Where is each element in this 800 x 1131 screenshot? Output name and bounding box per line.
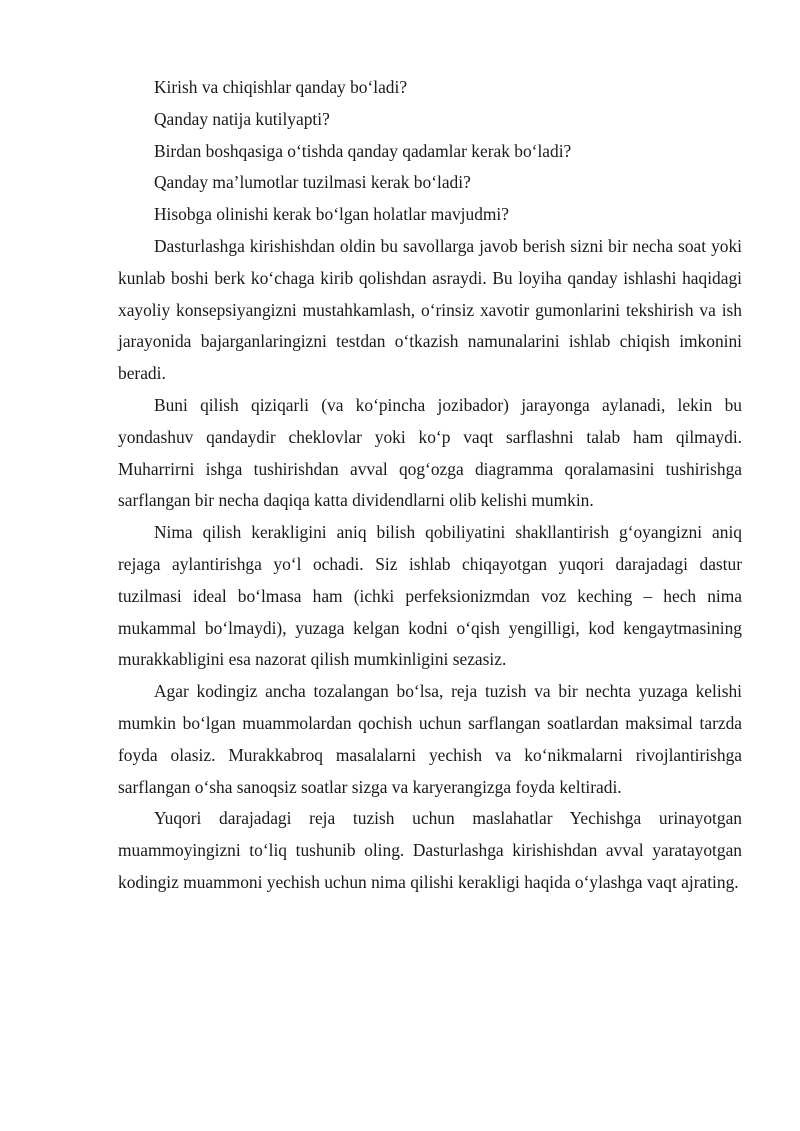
body-paragraph: Yuqori darajadagi reja tuzish uchun maslahatlar Yechishga urinayotgan muammoyingizni to‘liq tushunib oling. Dasturlashga kirishishdan avval yaratayotgan kodingiz muammoni yechish uchun nima qilishi kerakligi haqida o‘ylashga vaqt ajrating. [118,808,742,892]
question-line: Hisobga olinishi kerak bo‘lgan holatlar mavjudmi? [154,204,509,225]
body-paragraph: Nima qilish kerakligini aniq bilish qobiliyatini shakllantirish g‘oyangizni aniq rejaga aylantirishga yo‘l ochadi. Siz ishlab chiqayotgan yuqori darajadagi dastur tuzilmasi ideal bo‘lmasa ham (ichki perfeksionizmdan voz keching – hech nima mukammal bo‘lmaydi), yuzaga kelgan kodni o‘qish yengilligi, kod kengaytmasining murakkabligini esa nazorat qilish mumkinligini sezasiz. [118,522,742,670]
body-paragraph: Dasturlashga kirishishdan oldin bu savollarga javob berish sizni bir necha soat yoki kunlab boshi berk ko‘chaga kirib qolishdan asraydi. Bu loyiha qanday ishlashi haqidagi xayoliy konsepsiyangizni mustahkamlash, o‘rinsiz xavotir gumonlarini tekshirish va ish jarayonida bajarganlaringizni testdan o‘tkazish namunalarini ishlab chiqish imkonini beradi. [118,235,742,384]
question-line: Birdan boshqasiga o‘tishda qanday qadamlar kerak bo‘ladi? [154,140,572,161]
question-line: Qanday ma’lumotlar tuzilmasi kerak bo‘ladi? [154,172,471,193]
question-line: Kirish va chiqishlar qanday bo‘ladi? [154,77,408,97]
body-paragraph: Buni qilish qiziqarli (va ko‘pincha jozibador) jarayonga aylanadi, lekin bu yondashuv qandaydir cheklovlar yoki ko‘p vaqt sarflashni talab ham qilmaydi. Muharrirni ishga tushirishdan avval qog‘ozga diagramma qoralamasini tushirishga sarflangan bir necha daqiqa katta dividendlarni olib kelishi mumkin. [118,394,742,511]
document-page [118,72,742,899]
body-paragraph: Agar kodingiz ancha tozalangan bo‘lsa, reja tuzish va bir nechta yuzaga kelishi mumkin bo‘lgan muammolardan qochish uchun sarflangan soatlardan maksimal tarzda foyda olasiz. Murakkabroq masalalarni yechish va ko‘nikmalarni rivojlantirishga sarflangan o‘sha sanoqsiz soatlar sizga va karyerangizga foyda keltiradi. [118,681,742,797]
question-line: Qanday natija kutilyapti? [154,108,330,129]
